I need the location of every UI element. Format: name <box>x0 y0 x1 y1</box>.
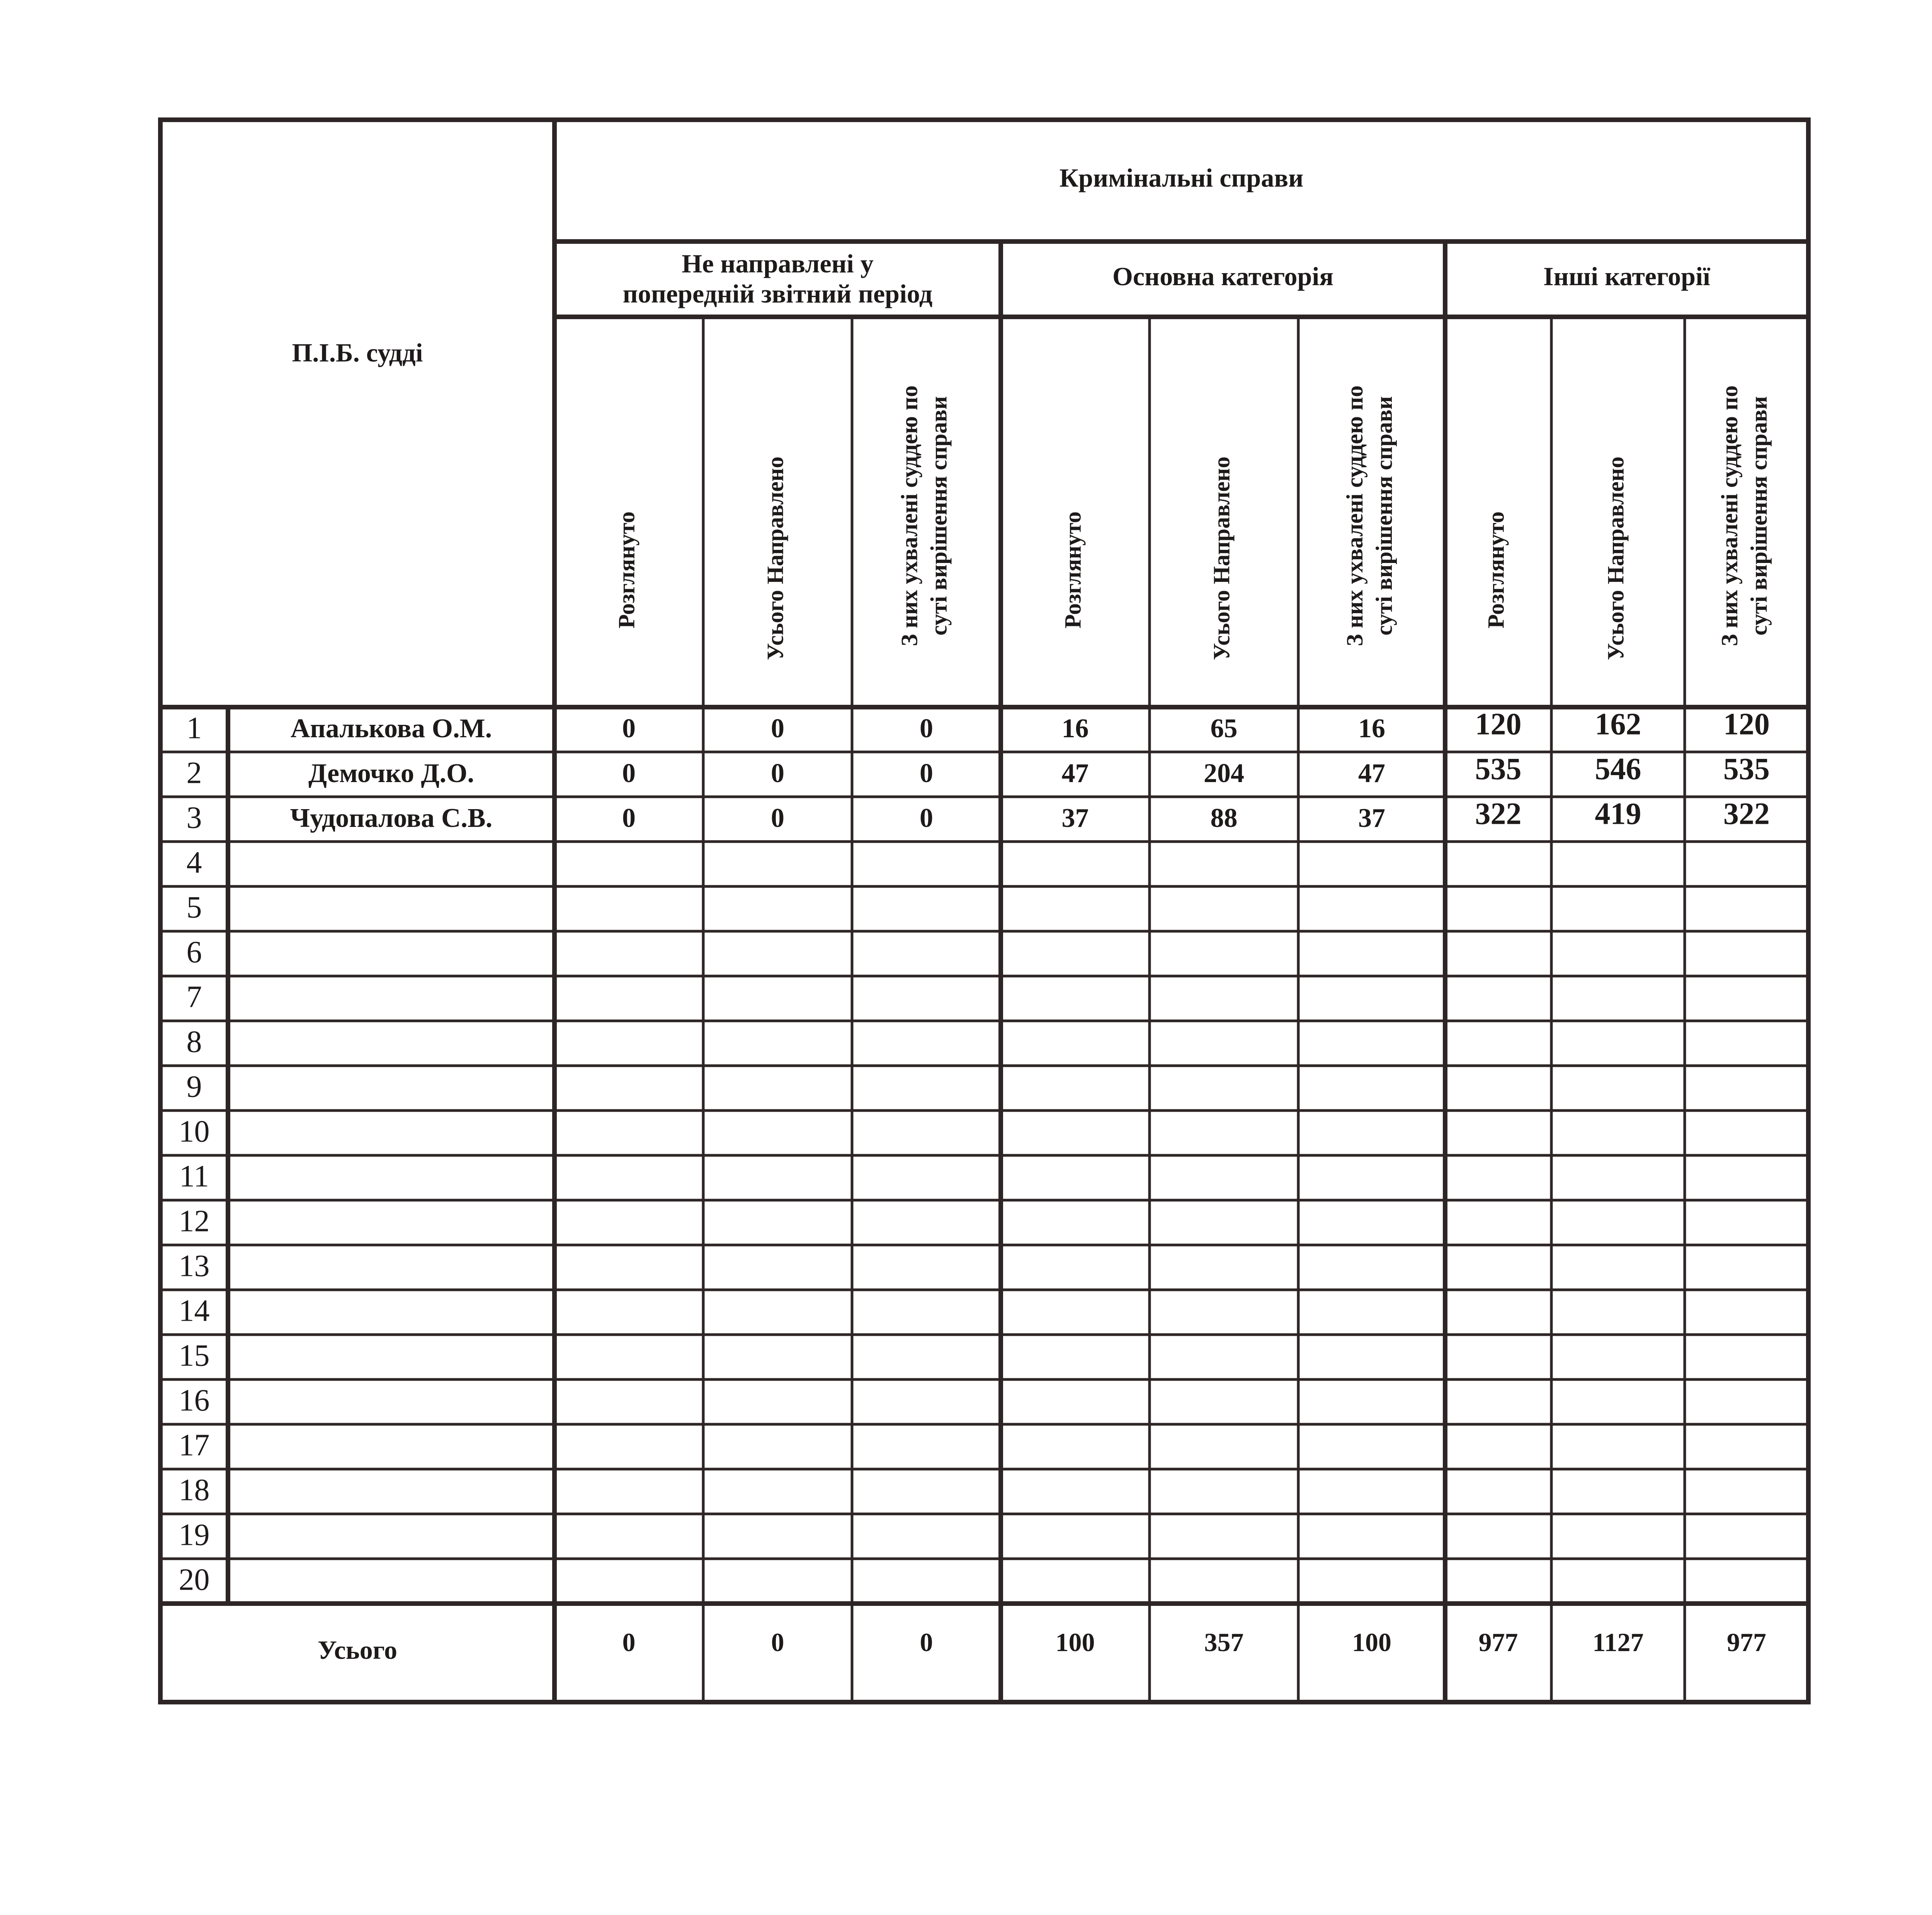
cell-value: 0 <box>920 759 933 789</box>
main-header: Кримінальні справи <box>1059 163 1304 193</box>
subheader-total-sent: Усього Направлено <box>1209 456 1235 660</box>
cell-value: 47 <box>1358 759 1385 789</box>
judge-name: Демочко Д.О. <box>308 759 474 789</box>
subheader-total-sent: Усього Направлено <box>1603 456 1629 660</box>
judge-name: Чудопалова С.В. <box>290 803 493 833</box>
cell-value: 0 <box>771 803 784 833</box>
cell-value: 120 <box>1723 707 1770 742</box>
row-number: 4 <box>186 845 202 880</box>
row-number: 9 <box>186 1070 202 1104</box>
total-label: Усього <box>318 1635 397 1665</box>
cell-value: 37 <box>1061 803 1089 833</box>
total-value: 977 <box>1727 1628 1766 1657</box>
cell-value: 546 <box>1595 752 1641 786</box>
row-number: 14 <box>179 1294 210 1328</box>
cell-value: 120 <box>1475 707 1522 742</box>
cell-value: 535 <box>1723 752 1770 786</box>
subheader-decided-line2: суті вирішення справи <box>1371 396 1397 636</box>
cell-value: 0 <box>920 803 933 833</box>
row-number: 5 <box>186 890 202 925</box>
row-number: 13 <box>179 1249 210 1283</box>
row-number: 10 <box>179 1114 210 1149</box>
cell-value: 37 <box>1358 803 1385 833</box>
subheader-considered: Розглянуто <box>1060 511 1086 629</box>
cell-value: 535 <box>1475 752 1522 786</box>
cell-value: 16 <box>1061 714 1089 744</box>
row-number: 19 <box>179 1518 210 1552</box>
cell-value: 162 <box>1595 707 1641 742</box>
total-value: 0 <box>920 1628 933 1657</box>
cell-value: 0 <box>920 714 933 744</box>
total-value: 100 <box>1352 1628 1391 1657</box>
row-number: 18 <box>179 1473 210 1507</box>
cell-value: 88 <box>1210 803 1238 833</box>
subheader-total-sent: Усього Направлено <box>762 456 788 660</box>
cell-value: 0 <box>771 714 784 744</box>
row-number: 20 <box>179 1563 210 1597</box>
cell-value: 16 <box>1358 714 1385 744</box>
cell-value: 0 <box>622 803 636 833</box>
judge-name: Апалькова О.М. <box>290 714 492 744</box>
subheader-considered: Розглянуто <box>1483 511 1509 629</box>
group-header-not-sent: Не направлені у попередній звітний період <box>622 249 933 308</box>
cell-value: 0 <box>622 759 636 789</box>
cell-value: 322 <box>1723 797 1770 831</box>
cell-value: 322 <box>1475 797 1522 831</box>
row-number: 8 <box>186 1025 202 1059</box>
total-value: 1127 <box>1592 1628 1644 1657</box>
subheader-decided-line2: суті вирішення справи <box>926 396 952 636</box>
row-number: 12 <box>179 1204 210 1238</box>
row-number: 16 <box>179 1383 210 1418</box>
subheader-decided-line1: З них ухвалені суддею по <box>896 385 922 646</box>
row-number: 1 <box>186 711 202 745</box>
cell-value: 0 <box>622 714 636 744</box>
total-value: 0 <box>622 1628 636 1657</box>
total-value: 977 <box>1478 1628 1518 1657</box>
cell-value: 419 <box>1595 797 1641 831</box>
judge-column-header: П.І.Б. судді <box>292 338 423 367</box>
row-number: 2 <box>186 756 202 790</box>
row-number: 17 <box>179 1428 210 1463</box>
row-number: 15 <box>179 1338 210 1373</box>
row-number: 6 <box>186 935 202 969</box>
group-header-other-categories: Інші категорії <box>1543 262 1710 291</box>
total-value: 357 <box>1204 1628 1244 1657</box>
total-value: 0 <box>771 1628 784 1657</box>
row-number: 7 <box>186 980 202 1014</box>
cell-value: 65 <box>1210 714 1238 744</box>
subheader-decided-line1: З них ухвалені суддею по <box>1342 385 1367 646</box>
total-value: 100 <box>1055 1628 1095 1657</box>
cell-value: 0 <box>771 759 784 789</box>
row-number: 11 <box>179 1159 209 1194</box>
cell-value: 47 <box>1061 759 1089 789</box>
subheader-considered: Розглянуто <box>614 511 639 629</box>
subheader-decided-line2: суті вирішення справи <box>1746 396 1772 636</box>
group-header-main-category: Основна категорія <box>1112 262 1334 291</box>
row-number: 3 <box>186 801 202 835</box>
subheader-decided-line1: З них ухвалені суддею по <box>1716 385 1742 646</box>
cell-value: 204 <box>1204 759 1244 789</box>
